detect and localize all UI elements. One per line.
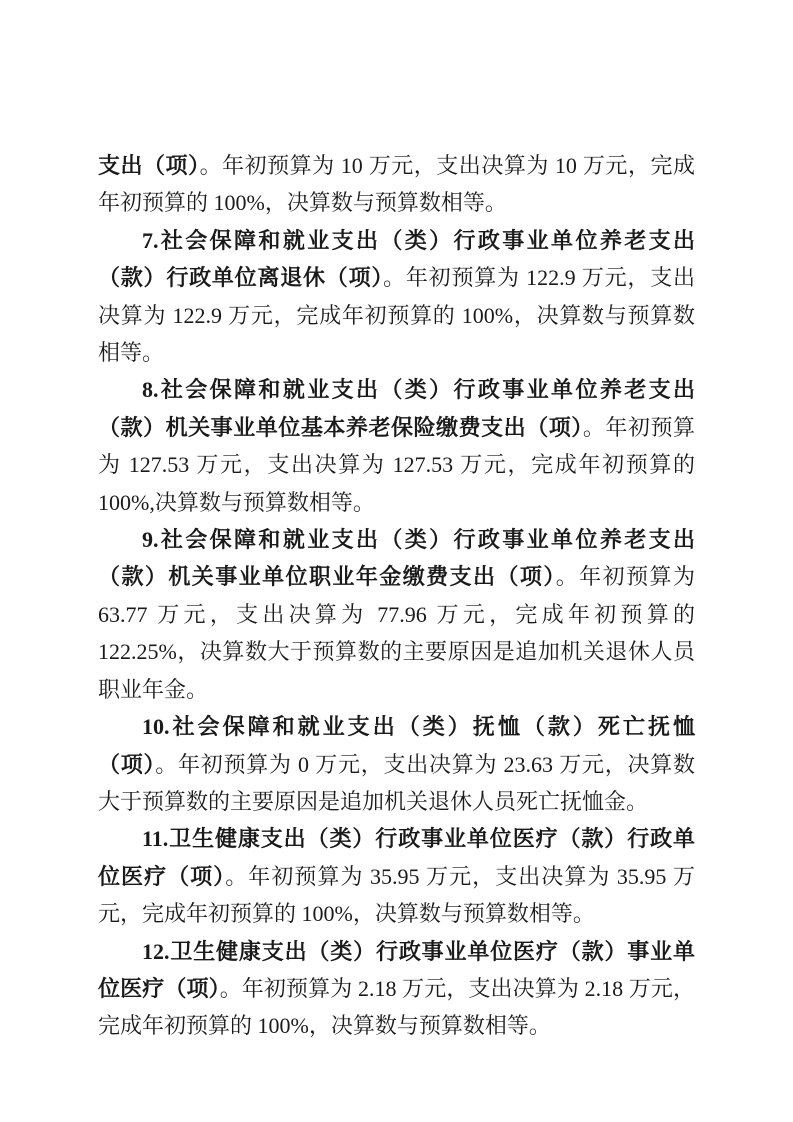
document-body: [98, 147, 695, 1045]
expenditure-item-title: 11.卫生健康支出（类）行政事业单位医疗（款）行政单位医疗（项）: [98, 826, 695, 889]
expenditure-item-title: 7.社会保障和就业支出（类）行政事业单位养老支出（款）行政单位离退休（项）: [98, 227, 695, 291]
budget-paragraph-item-12: [98, 933, 695, 1045]
budget-paragraph-item-10: [98, 708, 695, 820]
expenditure-item-detail: 。年初预算为 35.95 万元，支出决算为 35.95 万元，完成年初预算的 100%，决算数与预算数相等。: [98, 863, 695, 927]
expenditure-item-detail: 。年初预算为 122.9 万元，支出决算为 122.9 万元，完成年初预算的 100%，决算数与预算数相等。: [98, 265, 695, 366]
budget-paragraph-item-8: [98, 371, 695, 521]
expenditure-item-detail: 。年初预算为 2.18 万元，支出决算为 2.18 万元，完成年初预算的 100%，决算数与预算数相等。: [98, 975, 695, 1039]
budget-paragraph-item-7: [98, 222, 695, 372]
budget-paragraph-item-11: [98, 820, 695, 932]
budget-paragraph-item-9: [98, 521, 695, 708]
expenditure-item-detail: 。年初预算为 127.53 万元，支出决算为 127.53 万元，完成年初预算的 100%,决算数与预算数相等。: [98, 414, 695, 515]
expenditure-item-title: 8.社会保障和就业支出（类）行政事业单位养老支出（款）机关事业单位基本养老保险缴费支出（项）: [98, 377, 695, 440]
expenditure-item-title: 12.卫生健康支出（类）行政事业单位医疗（款）事业单位医疗（项）: [98, 938, 695, 1001]
expenditure-item-detail: 。年初预算为 63.77 万元，支出决算为 77.96 万元，完成年初预算的 122.25%，决算数大于预算数的主要原因是追加机关退休人员职业年金。: [98, 564, 695, 702]
expenditure-item-detail: 。年初预算为 0 万元，支出决算为 23.63 万元，决算数大于预算数的主要原因是追加机关退休人员死亡抚恤金。: [98, 751, 695, 814]
expenditure-item-detail: 。年初预算为 10 万元，支出决算为 10 万元，完成年初预算的 100%，决算数与预算数相等。: [98, 153, 695, 216]
expenditure-item-title: 10.社会保障和就业支出（类）抚恤（款）死亡抚恤（项）: [98, 714, 695, 777]
expenditure-item-title: 支出（项）: [98, 153, 200, 178]
budget-paragraph-item-6-continuation: [98, 147, 695, 222]
expenditure-item-title: 9.社会保障和就业支出（类）行政事业单位养老支出（款）机关事业单位职业年金缴费支出（项）: [98, 527, 695, 590]
